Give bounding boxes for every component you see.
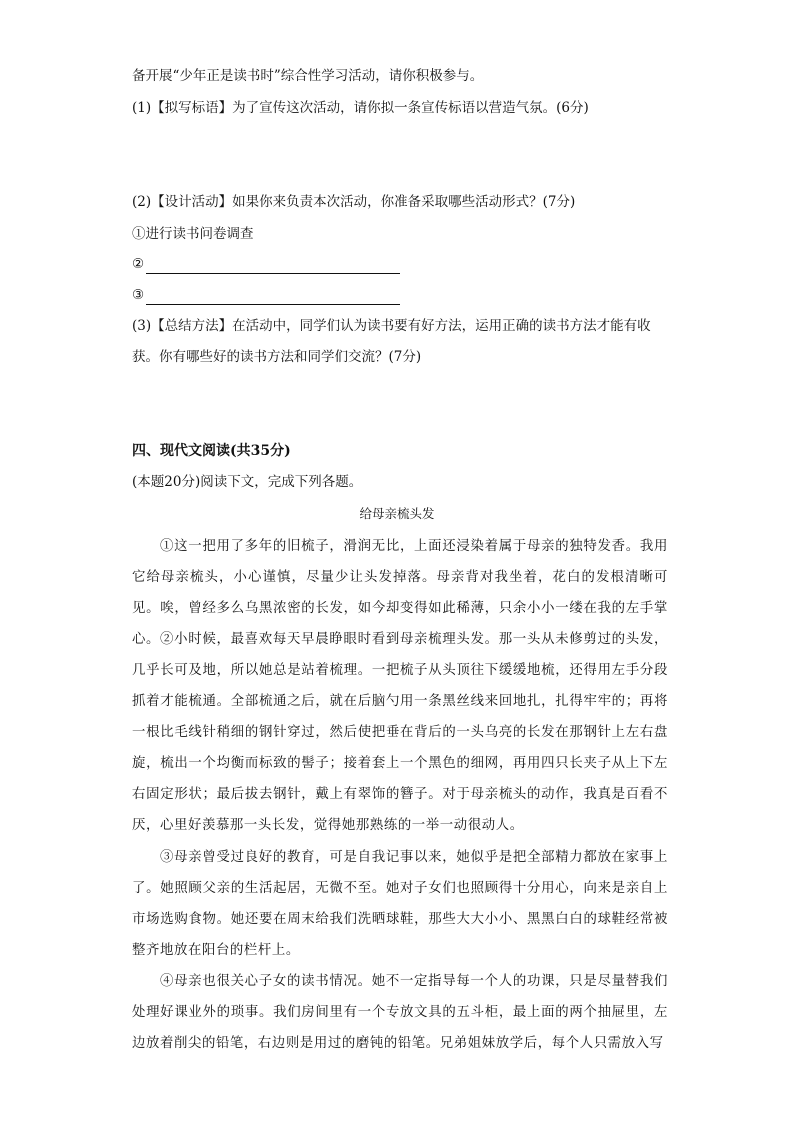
question-1-prompt: (1)【拟写标语】为了宣传这次活动，请你拟一条宣传标语以营造气氛。(6分) [132, 100, 589, 116]
section-4-title: 四、现代文阅读(共35分) [132, 443, 291, 459]
question-3-prompt-line-2: 获。你有哪些好的读书方法和同学们交流？(7分) [132, 349, 422, 365]
item-3-label: ③ [132, 287, 145, 303]
intro-text: 备开展“少年正是读书时”综合性学习活动，请你积极参与。 [132, 68, 484, 84]
answer-blank-3[interactable] [146, 290, 400, 305]
article-paragraph-2: ②小时候，最喜欢每天早晨睁眼时看到母亲梳理头发。那一头从未修剪过的头发，几乎长可及地，所以她总是站着梳理。一把梳子从头顶往下缓缓地梳，还得用左手分段抓着才能梳通。全部梳通之后，就在后脑勺用一条黑丝线来回地扎，扎得牢牢的；再将一根比毛线针稍细的钢针穿过，然后使把垂在背后的一头乌亮的长发在那钢针上左右盘旋，梳出一个均衡而标致的髻子；接着套上一个黑色的细网，再用四只长夹子从上下左右固定形状；最后拔去钢针，戴上有翠饰的簪子。对于母亲梳头的动作，我真是百看不厌，心里好羡慕那一头长发，觉得她那熟练的一举一动很动人。 [132, 632, 668, 833]
question-2-prompt: (2)【设计活动】如果你来负责本次活动，你准备采取哪些活动形式？(7分) [132, 194, 576, 210]
answer-blank-2[interactable] [146, 259, 400, 274]
question-3-prompt-line-1: (3)【总结方法】在活动中，同学们认为读书要有好方法，运用正确的读书方法才能有收 [132, 318, 651, 334]
item-2-label: ② [132, 256, 145, 272]
question-2-item-2 [132, 254, 400, 274]
article-paragraph-4: ④母亲也很关心子女的读书情况。她不一定指导每一个人的功课，只是尽量替我们处理好课业外的琐事。我们房间里有一个专放文具的五斗柜，最上面的两个抽屉里，左边放着削尖的铅笔，右边则是用过的磨钝的铅笔。兄弟姐妹放学后，每个人只需放入写 [132, 974, 668, 1051]
section-4-instruction: (本题20分)阅读下文，完成下列各题。 [132, 474, 363, 490]
question-2-item-1: ①进行读书问卷调查 [132, 226, 254, 242]
question-2-item-3 [132, 285, 400, 305]
article-paragraph-1: ①这一把用了多年的旧梳子，滑润无比，上面还浸染着属于母亲的独特发香。我用它给母亲梳头，小心谨慎，尽量少让头发掉落。母亲背对我坐着，花白的发根清晰可见。唉，曾经多么乌黑浓密的长发，如今却变得如此稀薄，只余小小一缕在我的左手掌心。 [132, 539, 668, 647]
article-paragraph-3: ③母亲曾受过良好的教育，可是自我记事以来，她似乎是把全部精力都放在家事上了。她照顾父亲的生活起居，无微不至。她对子女们也照顾得十分用心，向来是亲自上市场选购食物。她还要在周末给我们洗晒球鞋，那些大大小小、黑黑白白的球鞋经常被整齐地放在阳台的栏杆上。 [132, 850, 668, 958]
article-title: 给母亲梳头发 [359, 506, 435, 521]
